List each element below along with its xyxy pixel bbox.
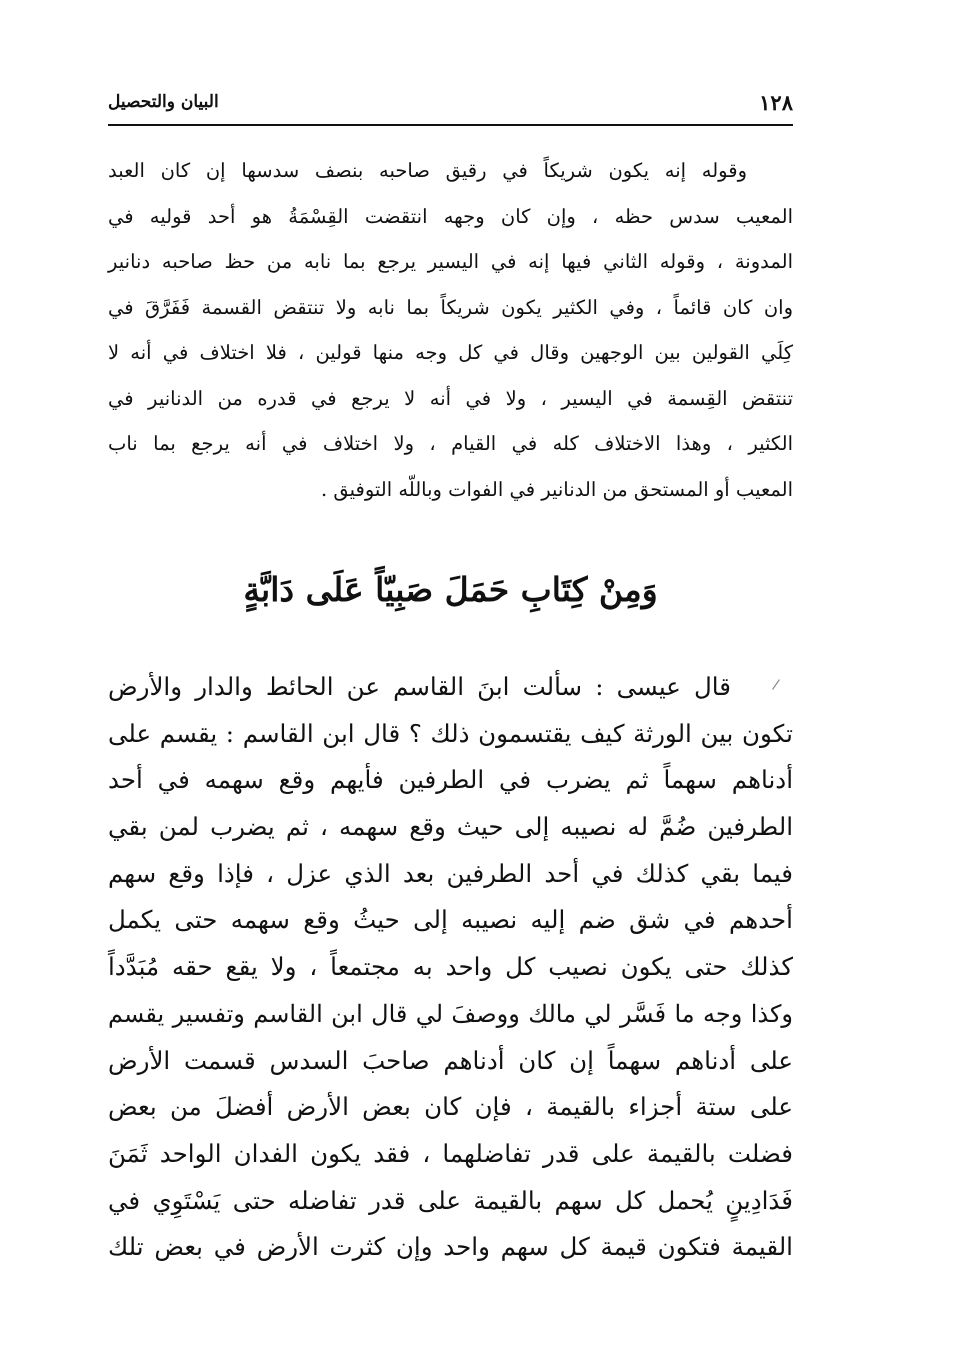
chapter-title: وَمِنْ كِتَابِ حَمَلَ صَبِيّاً عَلَى دَابَّةٍ: [243, 570, 658, 609]
main-line: فضلت بالقيمة على قدر تفاضلهما ، فقد يكون الفدان الواحد ثَمَنَ: [108, 1138, 793, 1168]
main-line: تكون بين الورثة كيف يقتسمون ذلك ؟ قال ابن القاسم : يقسم على: [108, 718, 793, 748]
commentary-line: تنتقض القِسمة في اليسير ، ولا في أنه لا يرجع في قدره من الدنانير في: [108, 386, 793, 410]
main-line: القيمة فتكون قيمة كل سهم واحد وإن كثرت الأرض في بعض تلك: [108, 1232, 793, 1262]
main-line: الطرفين ضُمَّ له نصيبه إلى حيث وقع سهمه ، ثم يضرب لمن بقي: [108, 812, 793, 842]
main-line: قال عيسى : سألت ابنَ القاسم عن الحائط والدار والأرض: [108, 672, 731, 701]
commentary-line: وان كان قائماً ، وفي الكثير يكون شريكاً بما نابه ولا تنتقض القسمة فَفَرَّقَ في: [108, 295, 793, 319]
main-line: فَدَادِينٍ يُحمل كل سهم بالقيمة على قدر تفاضله حتى يَسْتَوِي في: [108, 1185, 793, 1215]
page-header: [108, 86, 793, 122]
commentary-line: المعيب أو المستحق من الدنانير في الفوات وباللّه التوفيق .: [320, 477, 793, 501]
main-line: على أدناهم سهماً إن كان أدناهم صاحبَ السدس قسمت الأرض: [108, 1045, 793, 1075]
main-line: أدناهم سهماً ثم يضرب في الطرفين فأيهم وقع سهمه في أحد: [108, 765, 793, 795]
commentary-line: المدونة ، وقوله الثاني فيها إنه في اليسير يرجع بما نابه من حظ صاحبه دنانير: [108, 250, 793, 273]
main-line: كذلك حتى يكون نصيب كل واحد به مجتمعاً ، ولا يقع حقه مُبَدَّداً: [108, 952, 793, 982]
commentary-line: المعيب سدس حظه ، وإن كان وجهه انتقضت القِسْمَةُ هو أحد قوليه في: [108, 204, 793, 228]
main-paragraph: [108, 664, 793, 1271]
main-line: على ستة أجزاء بالقيمة ، فإن كان بعض الأرض أفضلَ من بعض: [108, 1092, 793, 1122]
running-title: البيان والتحصيل: [108, 92, 219, 112]
header-rule: [108, 124, 793, 126]
page-number: ١٢٨: [759, 90, 793, 115]
main-line: أحدهم في شق ضم إليه نصيبه إلى حيثُ وقع سهمه حتى يكمل: [108, 905, 793, 935]
main-line: وكذا وجه ما فَسَّر لي مالك ووصفَ لي قال ابن القاسم وتفسير يقسم: [108, 999, 793, 1028]
commentary-paragraph: [108, 148, 793, 512]
commentary-line: الكثير ، وهذا الاختلاف كله في القيام ، ولا اختلاف في أنه يرجع بما ناب: [108, 432, 793, 455]
commentary-line: كِلَي القولين بين الوجهين وقال في كل وجه منها قولين ، فلا اختلاف في أنه لا: [108, 341, 793, 364]
main-line: فيما بقي كذلك في أحد الطرفين بعد الذي عزل ، فإذا وقع سهم: [108, 858, 793, 888]
commentary-line: وقوله إنه يكون شريكاً في رقيق صاحبه بنصف سدسها إن كان العبد: [108, 159, 747, 182]
